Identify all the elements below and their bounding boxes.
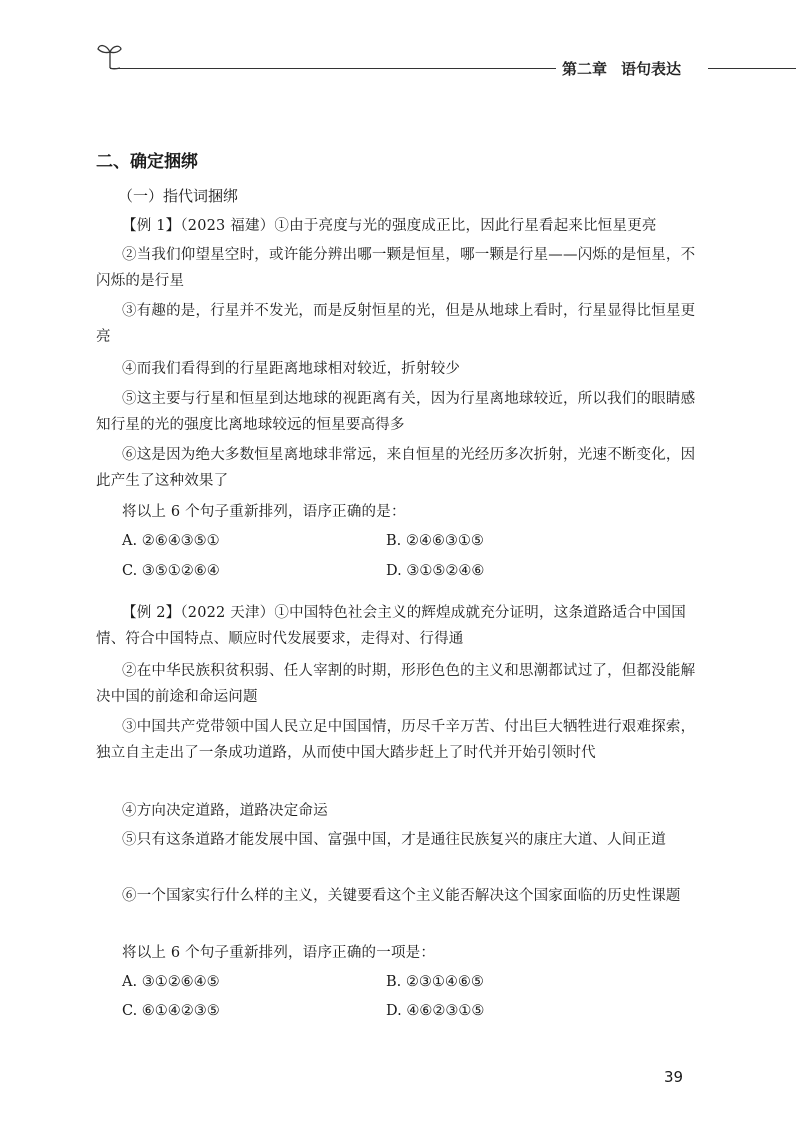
example2-label: 【例 2】（2022 天津） [122,605,275,621]
example2-sentence-1: 【例 2】（2022 天津）①中国特色社会主义的辉煌成就充分证明，这条道路适合中国国情、符合中国特点、顺应时代发展要求，走得对、行得通 [96,605,687,647]
example2-sentence-6: ⑥一个国家实行什么样的主义，关键要看这个主义能否解决这个国家面临的历史性课题 [122,888,681,904]
example2-option-b[interactable]: B. ②③①④⑥⑤ [386,974,484,990]
example2-option-a[interactable]: A. ③①②⑥④⑤ [122,974,220,990]
example2-sentence-2: ②在中华民族积贫积弱、任人宰割的时期，形形色色的主义和思潮都试过了，但都没能解决中国的前途和命运问题 [96,663,696,705]
page-number: 39 [664,1068,684,1086]
example1-sentence-6: ⑥这是因为绝大多数恒星离地球非常远，来自恒星的光经历多次折射，光速不断变化，因此产生了这种效果了 [96,447,696,489]
example1-sentence-4: ④而我们看得到的行星距离地球相对较近，折射较少 [122,361,461,377]
sprout-icon [96,40,124,70]
header-rule-left [110,68,556,69]
example2-sentence-3: ③中国共产党带领中国人民立足中国国情，历尽千辛万苦、付出巨大牺牲进行艰难探索，独立自主走出了一条成功道路，从而使中国大踏步赶上了时代并开始引领时代 [96,719,696,761]
example1-option-b[interactable]: B. ②④⑥③①⑤ [386,533,484,549]
example1-sentence-3: ③有趣的是，行星并不发光，而是反射恒星的光，但是从地球上看时，行星显得比恒星更亮 [96,303,696,345]
chapter-title [562,58,695,79]
example1-option-a[interactable]: A. ②⑥④③⑤① [122,533,220,549]
chapter-name: 语句表达 [621,60,682,78]
example1-sentence-1: 【例 1】（2023 福建）①由于亮度与光的强度成正比，因此行星看起来比恒星更亮 [122,218,657,234]
running-header [96,40,796,80]
example1-sentence-5: ⑤这主要与行星和恒星到达地球的视距离有关，因为行星离地球较近，所以我们的眼睛感知行星的光的强度比离地球较远的恒星要高得多 [96,391,696,433]
chapter-number: 第二章 [562,60,608,78]
example1-question: 将以上 6 个句子重新排列，语序正确的是： [122,504,406,520]
header-rule-right [708,68,796,69]
example1-option-d[interactable]: D. ③①⑤②④⑥ [386,563,485,579]
section-title: 二、确定捆绑 [96,152,198,172]
example1-sentence-2: ②当我们仰望星空时，或许能分辨出哪一颗是恒星，哪一颗是行星——闪烁的是恒星，不闪烁的是行星 [96,247,696,289]
subsection-title: （一）指代词捆绑 [118,187,239,205]
example2-option-d[interactable]: D. ④⑥②③①⑤ [386,1003,485,1019]
example1-option-c[interactable]: C. ③⑤①②⑥④ [122,563,220,579]
example2-question: 将以上 6 个句子重新排列，语序正确的一项是： [122,945,436,961]
example1-label: 【例 1】（2023 福建） [122,218,275,234]
example2-sentence-5: ⑤只有这条道路才能发展中国、富强中国，才是通往民族复兴的康庄大道、人间正道 [122,832,666,848]
example2-sentence-4: ④方向决定道路，道路决定命运 [122,803,328,819]
example2-option-c[interactable]: C. ⑥①④②③⑤ [122,1003,220,1019]
